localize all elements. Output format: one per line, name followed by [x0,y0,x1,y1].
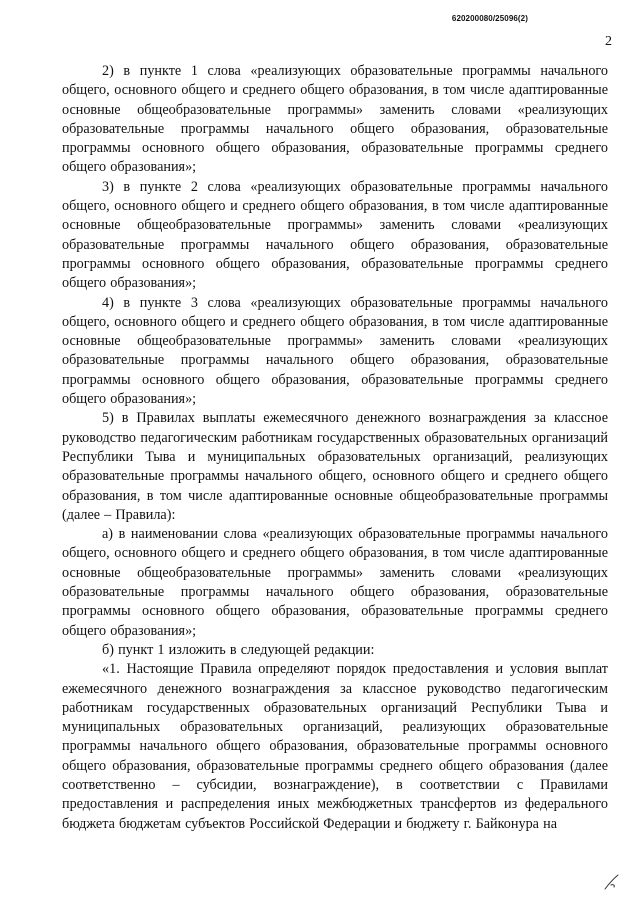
paragraph-item-5: 5) в Правилах выплаты ежемесячного денежного вознаграждения за классное руководство педагогическим работникам государственных образовательных организаций Республики Тыва и муниципальных образовательных организаций, реализующих образовательные программы начального общего, основного общего и среднего общего образования, в том числе адаптированные основные общеобразовательные программы (далее – Правила): [62,410,608,523]
paragraph-subitem-b: б) пункт 1 изложить в следующей редакции: [102,641,375,658]
paragraph-item-4: 4) в пункте 3 слова «реализующих образовательные программы начального общего, основного общего и среднего общего образования, в том числе адаптированные основные общеобразовательные программы» заменить словами «реализующих образовательные программы начального общего образования, образовательные программы основного общего образования, образовательные программы среднего общего образования»; [62,294,608,408]
initial-mark-icon [602,873,622,891]
paragraph-item-3: 3) в пункте 2 слова «реализующих образовательные программы начального общего, основного общего и среднего общего образования, в том числе адаптированные основные общеобразовательные программы» заменить словами «реализующих образовательные программы начального общего образования, образовательные программы основного общего образования, образовательные программы среднего общего образования»; [62,178,608,292]
document-code: 620200080/25096(2) [451,14,528,23]
document-body [62,62,608,834]
page-number: 2 [605,34,612,49]
paragraph-subitem-a: а) в наименовании слова «реализующих образовательные программы начального общего, основного общего и среднего общего образования, в том числе адаптированные основные общеобразовательные программы» заменить словами «реализующих образовательные программы начального общего образования, образовательные программы основного общего образования, образовательные программы среднего общего образования»; [62,526,608,639]
paragraph-quoted-rule-1: «1. Настоящие Правила определяют порядок предоставления и условия выплат ежемесячного денежного вознаграждения за классное руководство педагогическим работникам государственных образовательных организаций Республики Тыва и муниципальных образовательных организаций, реализующих образовательные программы начального общего образования, образовательные программы основного общего образования, образовательные программы среднего общего образования (далее соответственно – субсидии, вознаграждение), в соответствии с Правилами предоставления и распределения иных межбюджетных трансфертов из федерального бюджета бюджетам субъектов Российской Федерации и бюджету г. Байконура на [62,661,608,832]
paragraph-item-2: 2) в пункте 1 слова «реализующих образовательные программы начального общего, основного общего и среднего общего образования, в том числе адаптированные основные общеобразовательные программы» заменить словами «реализующих образовательные программы начального общего образования, образовательные программы основного общего образования, образовательные программы среднего общего образования»; [62,63,608,176]
